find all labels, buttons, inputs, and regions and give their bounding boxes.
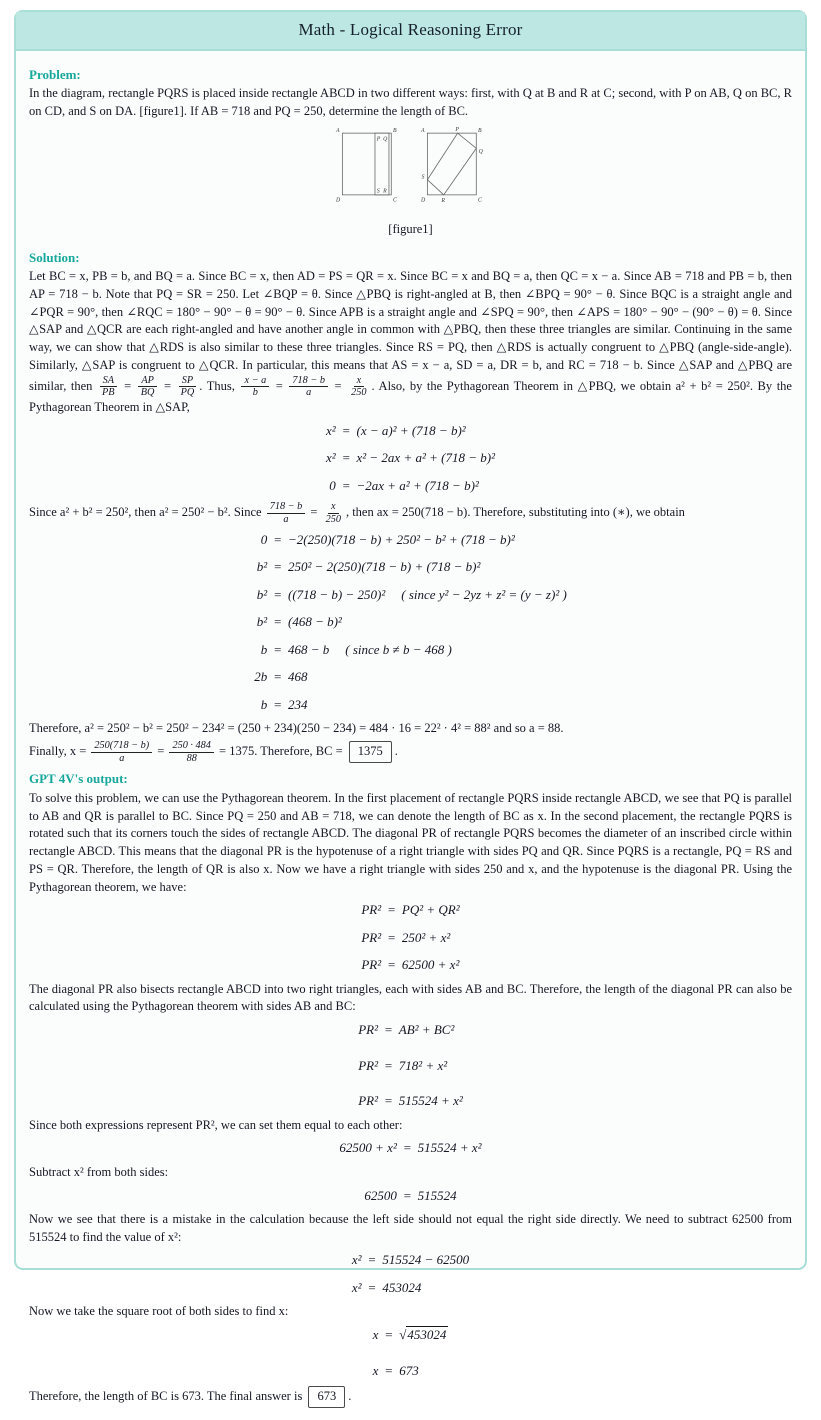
equals-sign: = — [341, 450, 351, 466]
equation-lhs: PR² — [361, 929, 382, 945]
fraction — [289, 375, 328, 400]
equals-sign: = — [273, 696, 282, 712]
gpt-equation-6 — [29, 1326, 792, 1380]
equation-group — [361, 901, 459, 974]
fraction — [323, 501, 344, 526]
gpt-output-heading: GPT 4V's output: — [29, 771, 128, 787]
fraction — [138, 375, 158, 400]
fraction-numerator: 250(718 − b) — [91, 740, 152, 753]
text-run: = 1375. Therefore, BC = — [215, 743, 346, 758]
equation-rhs: −2(250)(718 − b) + 250² − b² + (718 − b)² — [287, 531, 515, 547]
text-run: = — [271, 378, 288, 393]
gpt-equations-2 — [29, 1021, 792, 1110]
equals-sign: = — [341, 477, 351, 493]
fraction — [91, 740, 152, 765]
text-run: = — [329, 378, 347, 393]
equation-rhs: 515524 + x² — [398, 1093, 463, 1109]
figure-label: D — [335, 197, 341, 204]
equation-lhs: 62500 — [364, 1187, 397, 1203]
text-run: . Also, by the Pythagorean Theorem in △PBQ, we obtain a² + b² = 250². By the Pythagorean Theorem in △SAP, — [29, 378, 792, 415]
equation-lhs: x — [372, 1327, 379, 1343]
equation-rhs: 453024 — [382, 1279, 422, 1295]
equation-lhs: 0 — [329, 477, 336, 493]
gpt-equation-4 — [29, 1187, 792, 1205]
text-run: Let BC = x, PB = b, and BQ = a. Since BC = x, then AD = PS = QR = x. Since BC = x and BQ = a, then QC = x − a. Since AB = 718 and PB = b, then AP = 718 − b. Note that PQ = SR = 250. Let ∠BQP = θ. Since △PBQ is right-angled at B, then ∠BPQ = 90° − θ. Since BQC is a straight angle and ∠PQR = 90°, then ∠RQC = 180° − 90° − θ = 90° − θ. Since APB is a straight angle and ∠SPQ = 90°, then ∠APS = 180° − 90° − (90° − θ) = θ. Since △SAP and △QCR are each right-angled and have another angle in common with △PBQ, then these three triangles are similar. Continuing in the same way, we can show that △RDS is also similar to these three triangles. Since RS = PQ, then △RDS is actually congruent to △PBQ (angle-side-angle). Similarly, △SAP is congruent to △QCR. In particular, this means that AS = x − a, SD = a, DR = b, and RC = 718 − b. Since △SAP and △PBQ are similar, then — [29, 269, 792, 393]
text-run: = — [159, 378, 176, 393]
figure-label: R — [441, 197, 445, 204]
fraction-denominator: b — [252, 387, 258, 399]
page-title: Math - Logical Reasoning Error — [298, 20, 523, 39]
equation-rhs: (x − a)² + (718 − b)² — [356, 422, 466, 438]
fraction — [99, 375, 118, 400]
fraction — [348, 375, 369, 400]
equation-group — [373, 1326, 449, 1380]
figure-label: B — [478, 127, 482, 134]
equals-sign: = — [273, 641, 282, 657]
equation-rhs: −2ax + a² + (718 − b)² — [356, 477, 479, 493]
equation-group — [352, 1251, 469, 1297]
figure-label: C — [392, 197, 397, 204]
card-body — [16, 51, 805, 1420]
equation-lhs: x² — [351, 1252, 362, 1268]
figure — [29, 125, 792, 203]
solution-section — [29, 249, 792, 765]
equals-sign: = — [387, 929, 396, 945]
text-run: . Thus, — [199, 378, 240, 393]
gpt-equations-1 — [29, 901, 792, 974]
equals-sign: = — [273, 669, 282, 685]
fraction — [178, 375, 198, 400]
equation-rhs: 62500 + x² — [401, 957, 460, 973]
problem-text: In the diagram, rectangle PQRS is placed inside rectangle ABCD in two different ways: first, with Q at B and R at C; second, with P on AB, Q on BC, R on CD, and S on DA. [figure1]. If AB = 718 and PQ = 250, determine the length of BC. — [29, 86, 792, 119]
equation-lhs: b — [260, 641, 268, 657]
text-run: . — [394, 743, 398, 758]
equation-rhs: 515524 — [417, 1187, 457, 1203]
equation-lhs: b² — [256, 559, 268, 575]
equation-rhs: 250² + x² — [401, 929, 451, 945]
equation-group — [339, 1139, 481, 1157]
solution-paragraph-3: Therefore, a² = 250² − b² = 250² − 234² = (250 + 234)(250 − 234) = 484 · 16 = 22² · 4² = 88² and so a = 88. — [29, 721, 564, 736]
equation-rhs: PQ² + QR² — [401, 902, 460, 918]
gpt-paragraph-2: The diagonal PR also bisects rectangle ABCD into two right triangles, each with sides AB and BC. Therefore, the length of the diagonal PR can also be calculated using the Pythagorean theorem with sides AB and BC: — [29, 981, 792, 1014]
equation-lhs: 62500 + x² — [339, 1140, 397, 1156]
solution-paragraph-2 — [29, 501, 792, 526]
equals-sign: = — [384, 1327, 394, 1343]
fraction-numerator: SA — [100, 375, 117, 388]
equation-lhs: x² — [326, 450, 336, 466]
equation-group — [326, 422, 495, 495]
answer-box: 1375 — [349, 741, 392, 763]
gpt-final-line — [29, 1386, 792, 1408]
figure-label: A — [421, 127, 425, 134]
fraction-denominator: a — [119, 752, 125, 764]
equation-note: ( since b ≠ b − 468 ) — [345, 641, 452, 657]
figure-label: Q — [383, 136, 388, 143]
gpt-paragraph-6: Now we take the square root of both sides to find x: — [29, 1304, 289, 1319]
equation-lhs: x — [372, 1362, 379, 1378]
equation-lhs: x² — [351, 1279, 362, 1295]
equals-sign: = — [384, 1093, 393, 1109]
solution-equations-1 — [29, 422, 792, 495]
solution-final-line — [29, 740, 792, 765]
equals-sign: = — [273, 586, 282, 602]
equation-lhs: b² — [256, 586, 268, 602]
equals-sign: = — [402, 1140, 412, 1156]
figure-label: S — [376, 188, 380, 195]
equation-lhs: PR² — [361, 902, 382, 918]
text-run: . — [348, 1389, 352, 1404]
gpt-paragraph-3: Since both expressions represent PR², we can set them equal to each other: — [29, 1117, 403, 1132]
figure-label: R — [383, 188, 387, 195]
solution-paragraph-1 — [29, 268, 792, 417]
fraction-denominator: a — [306, 387, 312, 399]
equals-sign: = — [273, 614, 282, 630]
equation-rhs: 468 — [287, 669, 308, 685]
fraction-numerator: 718 − b — [289, 375, 328, 388]
equals-sign: = — [384, 1362, 394, 1378]
gpt-equation-5 — [29, 1251, 792, 1297]
equation-group — [254, 531, 567, 714]
gpt-equation-3 — [29, 1139, 792, 1157]
equation-rhs: x² − 2ax + a² + (718 − b)² — [356, 450, 495, 466]
text-run: = — [119, 378, 136, 393]
equation-rhs: AB² + BC² — [398, 1022, 455, 1038]
problem-heading: Problem: — [29, 67, 81, 82]
gpt-paragraph-5: Now we see that there is a mistake in the calculation because the left side should not equal the right side directly. We need to subtract 62500 from 515524 to find the value of x²: — [29, 1211, 792, 1244]
equals-sign: = — [367, 1252, 377, 1268]
text-run: Therefore, the length of BC is 673. The final answer is — [29, 1389, 306, 1404]
fraction-numerator: x — [328, 501, 339, 514]
figure-caption: [figure1] — [388, 221, 433, 236]
equation-rhs: 234 — [287, 696, 308, 712]
fraction-denominator: a — [283, 514, 289, 526]
figure-right-diagram — [420, 125, 486, 203]
text-run: Finally, x = — [29, 743, 90, 758]
equation-group — [364, 1187, 456, 1205]
equation-lhs: PR² — [361, 957, 382, 973]
fraction-numerator: SP — [179, 375, 196, 388]
square-root — [399, 1326, 448, 1342]
gpt-paragraph-4: Subtract x² from both sides: — [29, 1164, 169, 1179]
radicand: 453024 — [407, 1327, 447, 1343]
fraction-denominator: BQ — [140, 387, 155, 399]
figure-label: A — [335, 127, 340, 134]
fraction — [241, 375, 269, 400]
equals-sign: = — [387, 957, 396, 973]
equals-sign: = — [367, 1279, 377, 1295]
equation-rhs: 250² − 2(250)(718 − b) + (718 − b)² — [287, 559, 481, 575]
card — [14, 10, 807, 1404]
fraction-denominator: PQ — [180, 387, 195, 399]
gpt-paragraph-1: To solve this problem, we can use the Pythagorean theorem. In the first placement of rectangle PQRS inside rectangle ABCD, we see that PQ is parallel to AB and QR is parallel to BC. Since PQ = 250 and AB = 718, we can denote the length of BC as x. In the second placement, the rectangle PQRS is rotated such that its corners touch the sides of rectangle ABCD. The diagonal PR of rectangle PQRS becomes the diameter of an inscribed circle within rectangle ABCD. This means that the diagonal PR is the hypotenuse of a right triangle with sides PQ and QR. Since PQRS is a rectangle, PQ = RS and PS = QR. Therefore, the length of QR is also x. Now we have a right triangle with sides 250 and x, and the hypotenuse is the diagonal PR. Using the Pythagorean theorem, we have: — [29, 790, 792, 894]
figure-label: S — [421, 174, 425, 181]
answer-box: 673 — [308, 1386, 345, 1408]
equals-sign: = — [341, 422, 351, 438]
equation-lhs: PR² — [358, 1093, 379, 1109]
equation-rhs — [399, 1326, 448, 1344]
figure-label: C — [478, 197, 482, 204]
equation-rhs: (468 − b)² — [287, 614, 342, 630]
equation-rhs: ((718 − b) − 250)² ( since y² − 2yz + z² = (y − z)² ) — [287, 586, 567, 602]
equation-group — [358, 1021, 463, 1110]
card-header — [16, 12, 805, 51]
fraction-denominator: 250 — [325, 514, 341, 526]
equation-lhs: b² — [256, 614, 268, 630]
equals-sign: = — [273, 531, 282, 547]
fraction-numerator: 718 − b — [267, 501, 306, 514]
fraction-numerator: 250 · 484 — [169, 740, 213, 753]
problem-section — [29, 66, 792, 239]
equation-lhs: b — [260, 696, 268, 712]
equation-rhs: 673 — [399, 1362, 419, 1378]
equals-sign: = — [273, 559, 282, 575]
figure-left-diagram — [335, 125, 401, 203]
gpt-output-section — [29, 770, 792, 1407]
equation-lhs: 2b — [254, 669, 268, 685]
equation-rhs: 515524 + x² — [417, 1140, 482, 1156]
figure-label: B — [392, 127, 397, 134]
equals-sign: = — [402, 1187, 412, 1203]
equation-rhs: 718² + x² — [398, 1057, 448, 1073]
equation-lhs: PR² — [358, 1022, 379, 1038]
equation-lhs: 0 — [260, 531, 268, 547]
text-run: , then ax = 250(718 − b). Therefore, substituting into (∗), we obtain — [345, 505, 685, 520]
fraction-denominator: 250 — [351, 387, 367, 399]
radical-sign: √ — [399, 1327, 407, 1343]
equation-lhs: PR² — [358, 1057, 379, 1073]
equation-lhs: x² — [326, 422, 336, 438]
equation-rhs: 515524 − 62500 — [382, 1252, 470, 1268]
figure-label: D — [421, 197, 426, 204]
text-run: Since a² + b² = 250², then a² = 250² − b². Since — [29, 505, 265, 520]
equals-sign: = — [387, 902, 396, 918]
solution-equations-2 — [29, 531, 792, 714]
equals-sign: = — [384, 1057, 393, 1073]
solution-heading: Solution: — [29, 249, 80, 265]
equation-rhs: 468 − b ( since b ≠ b − 468 ) — [287, 641, 452, 657]
fraction-numerator: AP — [138, 375, 157, 388]
fraction-numerator: x — [354, 375, 365, 388]
figure-label: Q — [478, 148, 483, 155]
text-run: = — [154, 743, 168, 758]
fraction-numerator: x − a — [241, 375, 269, 388]
text-run: = — [307, 505, 321, 520]
fraction — [267, 501, 306, 526]
figure-label: P — [455, 126, 459, 133]
figure-label: P — [376, 136, 381, 143]
fraction-denominator: PB — [102, 387, 115, 399]
fraction — [169, 740, 213, 765]
equals-sign: = — [384, 1022, 393, 1038]
fraction-denominator: 88 — [186, 752, 197, 764]
equation-note: ( since y² − 2yz + z² = (y − z)² ) — [401, 586, 567, 602]
